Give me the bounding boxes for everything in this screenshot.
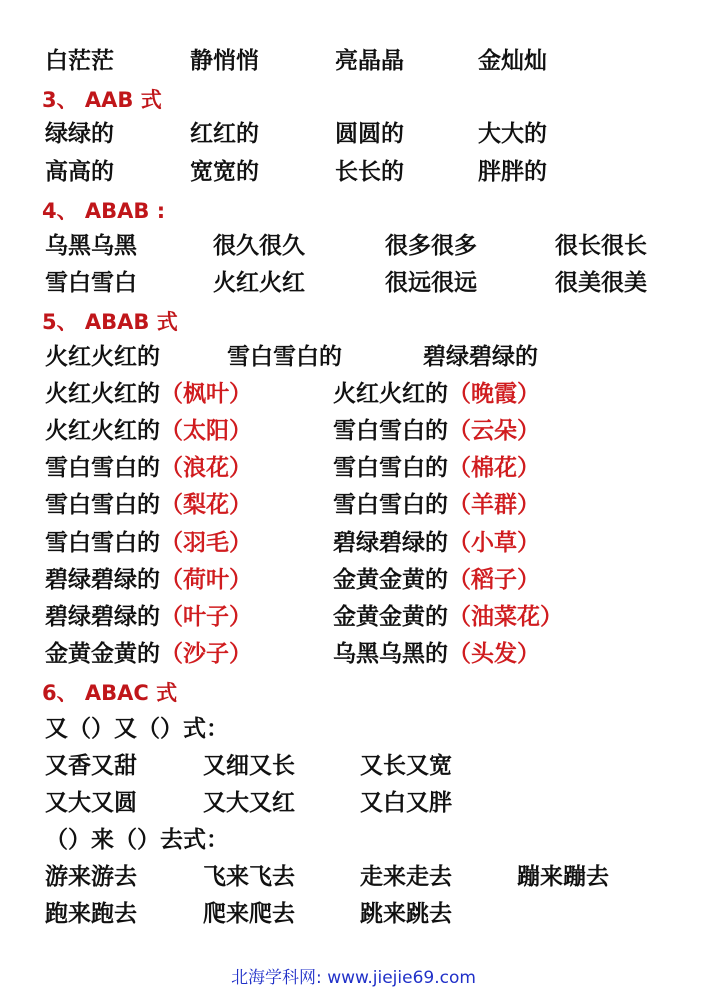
- noun: （梨花）: [160, 492, 252, 518]
- section-heading-aab: 3、 AAB 式: [42, 88, 162, 112]
- section-heading-abac: 6、 ABAC 式: [42, 681, 178, 705]
- word: 红红的: [190, 121, 259, 147]
- noun: （羽毛）: [160, 530, 252, 556]
- adjective: 金黄金黄的: [45, 641, 160, 667]
- phrase: [333, 528, 540, 558]
- footer: [0, 963, 707, 988]
- noun: （沙子）: [160, 641, 252, 667]
- adjective: 火红火红的: [333, 381, 448, 407]
- word: 走来走去: [360, 864, 452, 890]
- adjective: 雪白雪白的: [45, 492, 160, 518]
- word: 胖胖的: [478, 159, 547, 185]
- noun: （棉花）: [448, 455, 540, 481]
- phrase: [333, 490, 540, 520]
- phrase: [45, 639, 252, 669]
- word: 又香又甜: [45, 753, 137, 779]
- adjective: 火红火红的: [45, 381, 160, 407]
- phrase: [45, 416, 252, 446]
- phrase: [333, 565, 540, 595]
- word: 很多很多: [385, 233, 477, 259]
- word: 又大又圆: [45, 790, 137, 816]
- word: 游来游去: [45, 864, 137, 890]
- footer-site-name: 北海学科网:: [231, 968, 322, 988]
- word: 飞来飞去: [203, 864, 295, 890]
- adjective: 雪白雪白的: [45, 530, 160, 556]
- word: 又白又胖: [360, 790, 452, 816]
- word: 乌黑乌黑: [45, 233, 137, 259]
- noun: （羊群）: [448, 492, 540, 518]
- adjective: 雪白雪白的: [333, 418, 448, 444]
- phrase: [333, 602, 563, 632]
- word: 静悄悄: [190, 48, 259, 74]
- phrase: [333, 416, 540, 446]
- noun: （云朵）: [448, 418, 540, 444]
- phrase: [333, 379, 540, 409]
- noun: （枫叶）: [160, 381, 252, 407]
- word: 火红火红的: [45, 344, 160, 370]
- adjective: 金黄金黄的: [333, 604, 448, 630]
- adjective: 乌黑乌黑的: [333, 641, 448, 667]
- section-heading-abab: 4、 ABAB :: [42, 199, 166, 223]
- adjective: 碧绿碧绿的: [45, 567, 160, 593]
- word: 长长的: [335, 159, 404, 185]
- adjective: 雪白雪白的: [333, 492, 448, 518]
- word: 很美很美: [555, 270, 647, 296]
- noun: （油菜花）: [448, 604, 563, 630]
- word: 又大又红: [203, 790, 295, 816]
- word: 碧绿碧绿的: [423, 344, 538, 370]
- word: 火红火红: [213, 270, 305, 296]
- word: 很长很长: [555, 233, 647, 259]
- noun: （太阳）: [160, 418, 252, 444]
- word: 白茫茫: [45, 48, 114, 74]
- phrase: [45, 602, 252, 632]
- section-heading-abab-adj: 5、 ABAB 式: [42, 310, 178, 334]
- word: 圆圆的: [335, 121, 404, 147]
- phrase: [45, 528, 252, 558]
- noun: （小草）: [448, 530, 540, 556]
- noun: （荷叶）: [160, 567, 252, 593]
- pattern-label: （）来（）去式：: [45, 827, 229, 853]
- word: 爬来爬去: [203, 901, 295, 927]
- word: 金灿灿: [478, 48, 547, 74]
- phrase: [45, 379, 252, 409]
- word: 宽宽的: [190, 159, 259, 185]
- adjective: 金黄金黄的: [333, 567, 448, 593]
- phrase: [45, 453, 252, 483]
- word: 又长又宽: [360, 753, 452, 779]
- noun: （晚霞）: [448, 381, 540, 407]
- word: 又细又长: [203, 753, 295, 779]
- word: 很久很久: [213, 233, 305, 259]
- word: 绿绿的: [45, 121, 114, 147]
- phrase: [45, 490, 252, 520]
- adjective: 雪白雪白的: [45, 455, 160, 481]
- word: 很远很远: [385, 270, 477, 296]
- phrase: [333, 639, 540, 669]
- adjective: 雪白雪白的: [333, 455, 448, 481]
- phrase: [45, 565, 252, 595]
- word: 跑来跑去: [45, 901, 137, 927]
- word: 高高的: [45, 159, 114, 185]
- phrase: [333, 453, 540, 483]
- word: 跳来跳去: [360, 901, 452, 927]
- word: 亮晶晶: [335, 48, 404, 74]
- word: 雪白雪白的: [227, 344, 342, 370]
- footer-url-link[interactable]: www.jiejie69.com: [327, 968, 476, 988]
- noun: （头发）: [448, 641, 540, 667]
- noun: （浪花）: [160, 455, 252, 481]
- adjective: 碧绿碧绿的: [333, 530, 448, 556]
- word: 蹦来蹦去: [517, 864, 609, 890]
- word: 雪白雪白: [45, 270, 137, 296]
- adjective: 火红火红的: [45, 418, 160, 444]
- noun: （叶子）: [160, 604, 252, 630]
- word: 大大的: [478, 121, 547, 147]
- noun: （稻子）: [448, 567, 540, 593]
- adjective: 碧绿碧绿的: [45, 604, 160, 630]
- pattern-label: 又（）又（）式：: [45, 716, 229, 742]
